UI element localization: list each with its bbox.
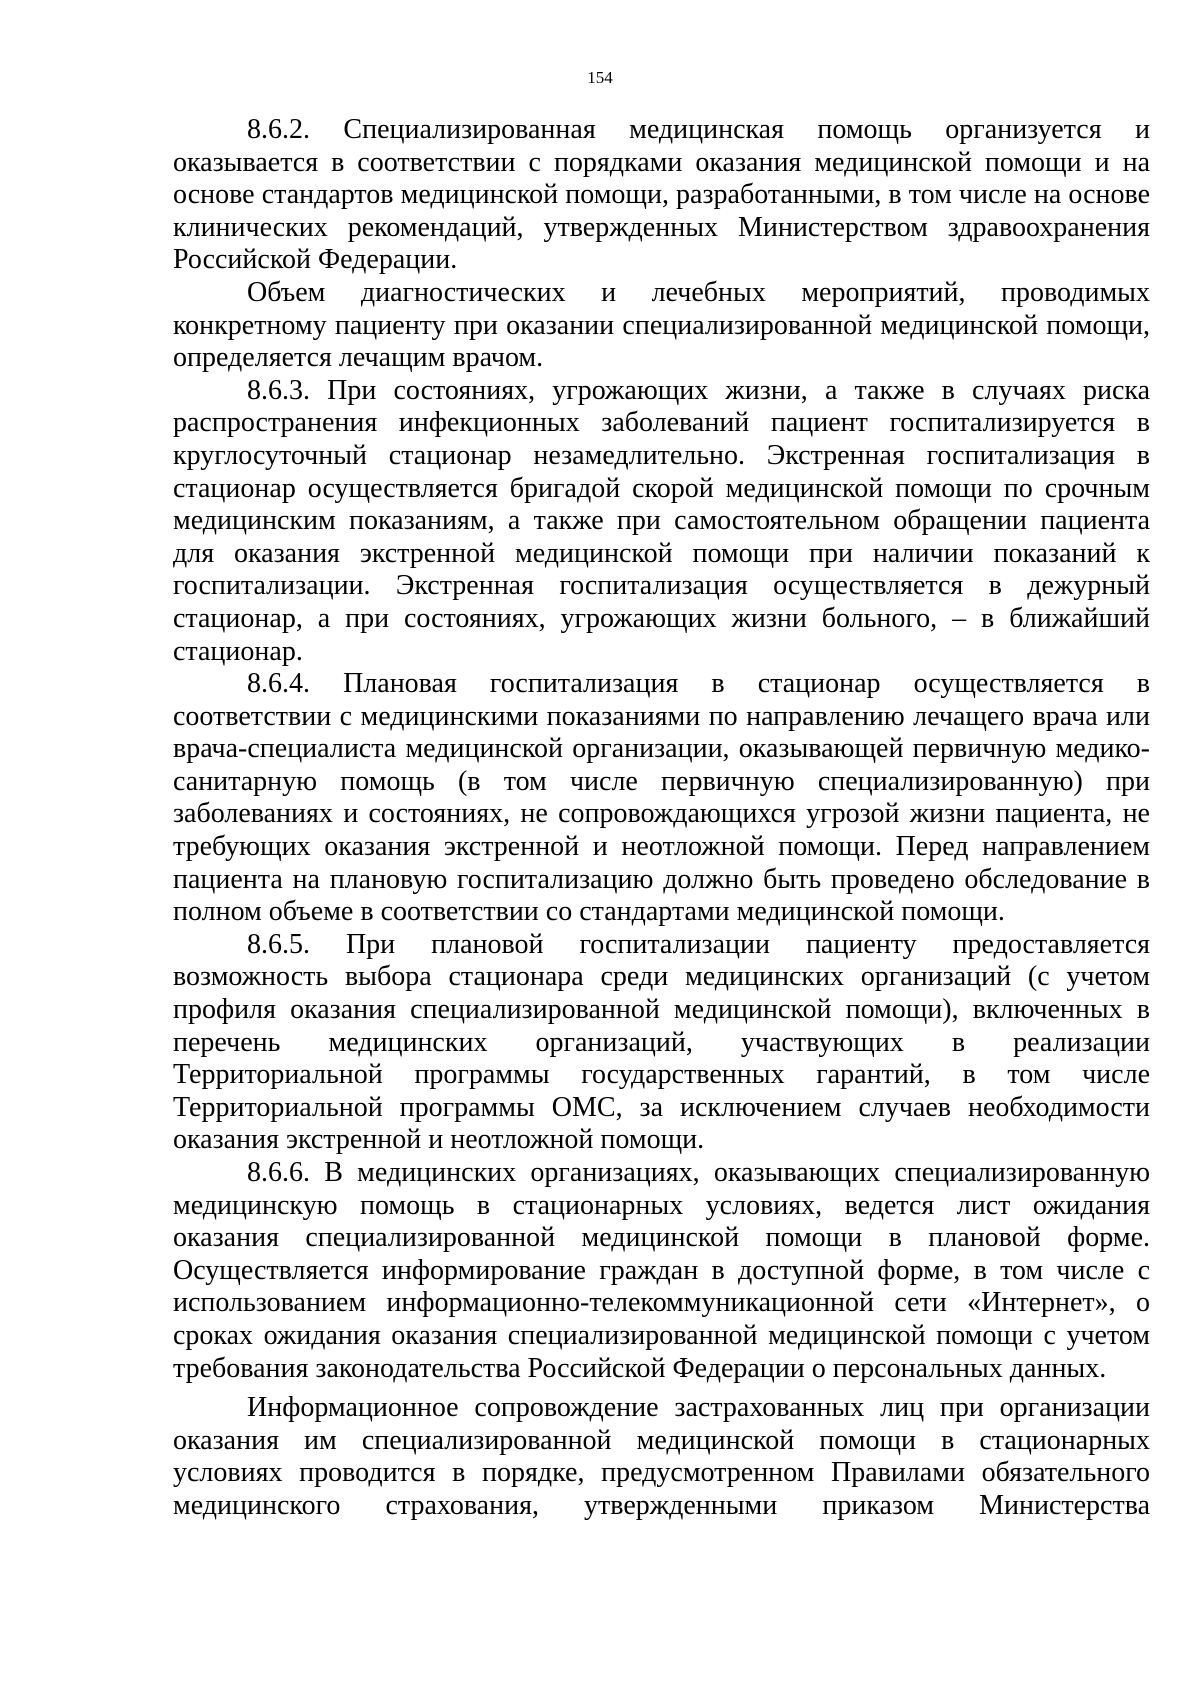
paragraph-8-6-6: 8.6.6. В медицинских организациях, оказывающих специализированную медицинскую помощь в стационарных условиях, ведется лист ожидания оказания специализированной медицинской помощи в плановой форме. Осуществляется информирование граждан в доступной форме, в том числе с использованием информационно-телекоммуникационной сети «Интернет», о сроках ожидания оказания специализированной медицинской помощи с учетом требования законодательства Российской Федерации о персональных данных.	[173, 1157, 1150, 1384]
document-body	[173, 114, 1150, 1523]
paragraph-8-6-2: 8.6.2. Специализированная медицинская помощь организуется и оказывается в соответствии с порядками оказания медицинской помощи и на основе стандартов медицинской помощи, разработанными, в том числе на основе клинических рекомендаций, утвержденных Министерством здравоохранения Российской Федерации.	[173, 114, 1150, 276]
paragraph-information-support: Информационное сопровождение застрахованных лиц при организации оказания им специализированной медицинской помощи в стационарных условиях проводится в порядке, предусмотренном Правилами обязательного медицинского страхования, утвержденными приказом Министерства	[173, 1392, 1150, 1521]
paragraph-volume-of-measures: Объем диагностических и лечебных мероприятий, проводимых конкретному пациенту при оказании специализированной медицинской помощи, определяется лечащим врачом.	[173, 276, 1150, 374]
paragraph-8-6-3: 8.6.3. При состояниях, угрожающих жизни, а также в случаях риска распространения инфекционных заболеваний пациент госпитализируется в круглосуточный стационар незамедлительно. Экстренная госпитализация в стационар осуществляется бригадой скорой медицинской помощи по срочным медицинским показаниям, а также при самостоятельном обращении пациента для оказания экстренной медицинской помощи при наличии показаний к госпитализации. Экстренная госпитализация осуществляется в дежурный стационар, а при состояниях, угрожающих жизни больного, – в ближайший стационар.	[173, 374, 1150, 667]
paragraph-8-6-5: 8.6.5. При плановой госпитализации пациенту предоставляется возможность выбора стационара среди медицинских организаций (с учетом профиля оказания специализированной медицинской помощи), включенных в перечень медицинских организаций, участвующих в реализации Территориальной программы государственных гарантий, в том числе Территориальной программы ОМС, за исключением случаев необходимости оказания экстренной и неотложной помощи.	[173, 928, 1150, 1156]
page-number: 154	[587, 68, 613, 87]
paragraph-8-6-4: 8.6.4. Плановая госпитализация в стационар осуществляется в соответствии с медицинскими показаниями по направлению лечащего врача или врача-специалиста медицинской организации, оказывающей первичную медико-санитарную помощь (в том числе первичную специализированную) при заболеваниях и состояниях, не сопровождающихся угрозой жизни пациента, не требующих оказания экстренной и неотложной помощи. Перед направлением пациента на плановую госпитализацию должно быть проведено обследование в полном объеме в соответствии со стандартами медицинской помощи.	[173, 668, 1150, 928]
